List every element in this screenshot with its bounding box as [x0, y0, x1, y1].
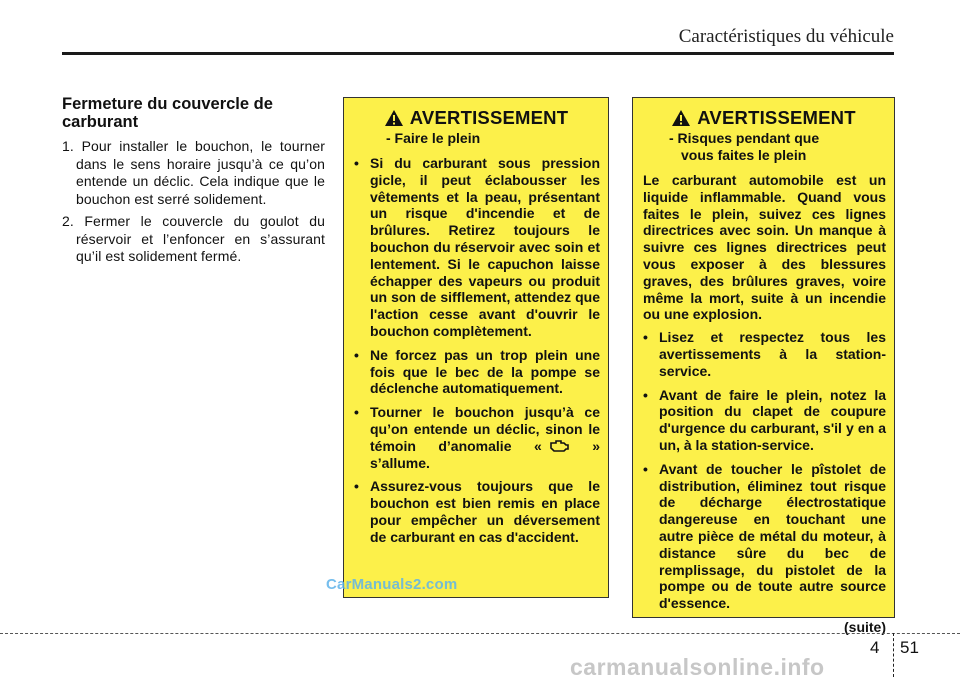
steps-list [62, 138, 325, 266]
warning-header [344, 107, 608, 129]
warning-triangle-icon [671, 109, 691, 127]
warning-subtitle: - Faire le plein [386, 130, 481, 146]
header-title: Caractéristiques du véhicule [678, 26, 894, 47]
warning-subtitle-line2: vous faites le plein [681, 147, 807, 163]
warning-body [633, 172, 894, 635]
warning-bullet: • Avant de toucher le pîstolet de distribution, éliminez tout risque de décharge électrostatique dangereuse en touchant une autre pièce de métal du moteur, à distance sûre du bec de remplissage, du pistolet de la pompe ou de toute autre source d'essence. [643, 461, 886, 612]
warning-bullet: • Avant de faire le plein, notez la position du clapet de coupure d'urgence du carburant, s'il y en a un, à la station-service. [643, 387, 886, 454]
warning-bullet-lamp [354, 404, 600, 471]
step-item: 1. Pour installer le bouchon, le tourner dans le sens horaire jusqu’à ce qu’on entende un déclic. Cela indique que le bouchon est serré solidement. [62, 138, 325, 207]
header-rule [62, 52, 894, 55]
step-item: 2. Fermer le couvercle du goulot du réservoir et l’enfoncer en s’assurant qu’il est solidement fermé. [62, 213, 325, 264]
warning-bullet: • Assurez-vous toujours que le bouchon est bien remis en place pour empêcher un déversement de carburant en cas d'accident. [354, 478, 600, 545]
page-number: 51 [900, 638, 919, 657]
warning-body [344, 155, 608, 546]
warning-intro: Le carburant automobile est un liquide inflammable. Quand vous faites le plein, suivez ces lignes directrices avec soin. Un manque à suivre ces lignes directrices peut vous exposer à des blessures graves, des brûlures graves, voire même la mort, suite à un incendie ou une explosion. [643, 172, 886, 323]
warning-header [633, 107, 894, 129]
warning-bullet: • Lisez et respectez tous les avertissements à la station-service. [643, 329, 886, 379]
warning-bullet: • Ne forcez pas un trop plein une fois que le bec de la pompe se déclenche automatiquement. [354, 347, 600, 397]
footer-rule [0, 633, 960, 634]
section-heading: Fermeture du couvercle de carburant [62, 95, 273, 131]
warning-title: AVERTISSEMENT [409, 107, 569, 128]
page-separator [893, 633, 894, 677]
warning-bullet: • Si du carburant sous pression gicle, il peut éclabousser les vêtements et la peau, présentant un risque d'incendie et de brûlures. Retirez toujours le bouchon du réservoir avec soin et lentement. Si le capuchon laisse échapper des vapeurs ou produit un son de sifflement, attendez que l'action cesse avant d'ouvrir le bouchon complètement. [354, 155, 600, 340]
check-engine-icon [548, 439, 570, 453]
warning-box-risks [632, 97, 895, 635]
chapter-number: 4 [870, 638, 880, 657]
lamp-text-after: » s’allume. [370, 437, 600, 471]
lamp-text-before: Tourner le bouchon jusqu’à ce qu’on entende un déclic, sinon le témoin d’anomalie « [370, 404, 600, 454]
continued-label: (suite) [844, 618, 886, 635]
warning-title: AVERTISSEMENT [697, 107, 856, 128]
footer-site-watermark: carmanualsonline.info [570, 654, 825, 680]
warning-subtitle: - Risques pendant que [669, 130, 820, 146]
left-column [62, 95, 325, 271]
warning-box-refuel [343, 97, 609, 598]
watermark: CarManuals2.com [326, 576, 458, 593]
warning-triangle-icon [384, 109, 404, 127]
